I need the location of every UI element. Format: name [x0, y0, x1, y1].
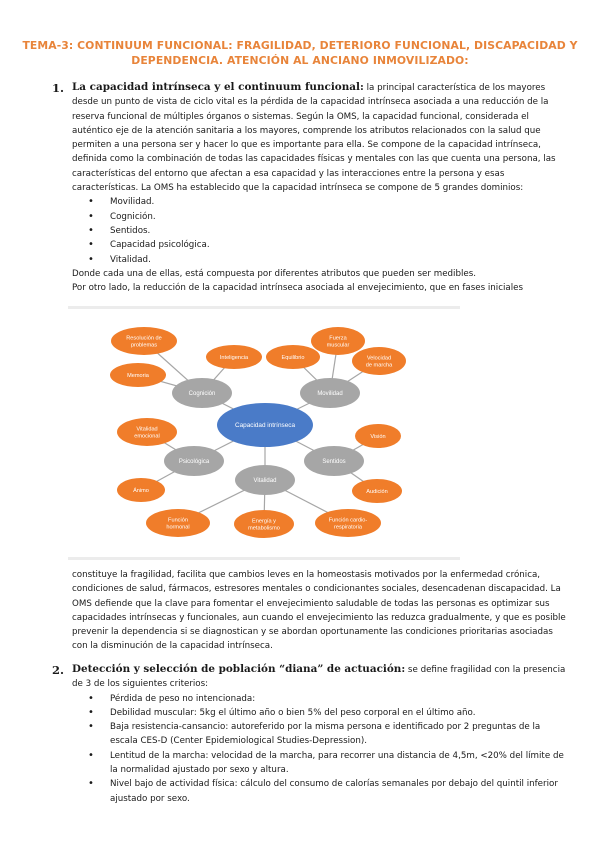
list-item: • Nivel bajo de actividad física: cálculo del consumo de calorías semanales por debajo del quintil inferior ajustado por sexo.: [72, 777, 566, 806]
attribute-label-vitalidad-emocional-line: emocional: [134, 433, 160, 440]
list-item: • Movilidad.: [72, 195, 566, 209]
section-2-number: 2.: [52, 663, 65, 677]
section-1-continues: Por otro lado, la reducción de la capacidad intrínseca asociada al envejecimiento, que en fases iniciales: [72, 283, 523, 294]
attribute-label-funcion-hormonal-line: hormonal: [166, 524, 190, 531]
domain-label-movilidad-line: Movilidad: [317, 391, 343, 398]
attribute-label-memoria-line: Memoria: [127, 372, 149, 379]
list-item: • Lentitud de la marcha: velocidad de la marcha, para recorrer una distancia de 4,5m, <20% del límite de la normalidad ajustado por sexo y altura.: [72, 749, 566, 778]
attribute-label-vitalidad-emocional: [134, 426, 160, 439]
attribute-label-audicion-line: Audición: [366, 488, 388, 495]
attribute-label-memoria: [127, 373, 150, 379]
list-item: • Baja resistencia-cansancio: autoreferido por la misma persona e identificado por 2 preguntas de la escala CES-D (Center Epidemiological Studies-Depression).: [72, 720, 566, 749]
section-1-heading: La capacidad intrínseca y el continuum funcional:: [72, 81, 364, 93]
attribute-label-audicion: [366, 489, 387, 495]
domain-label-sentidos-line: Sentidos: [322, 459, 346, 466]
attribute-label-inteligencia: [220, 355, 249, 361]
attribute-label-vitalidad-emocional-line: Vitalidad: [136, 426, 158, 433]
attribute-label-funcion-hormonal: [166, 517, 189, 530]
list-item: • Sentidos.: [72, 224, 566, 238]
domain-label-cognicion: [189, 391, 216, 397]
section-1-text: la principal característica de los mayores desde un punto de vista de ciclo vital es la pérdida de la capacidad intrínseca asociada a una reducción de la reserva funcional de múltiples órganos o sistemas. Según la OMS, la capacidad funcional, considerada el auténtico eje de la atención sanitaria a los mayores, comprende los atributos relacionados con la salud que permiten a una persona ser y hacer lo que es importante para ella. Se compone de la capacidad intrínseca, definida como la combinación de todas las capacidades físicas y mentales con las que cuenta una persona, las características del entorno que afectan a esa capacidad y las interacciones entre la persona y esas características. La OMS ha establecido que la capacidad intrínseca se compone de 5 grandes dominios:: [72, 83, 556, 194]
section-1: [72, 80, 566, 295]
attribute-label-energia-line: Energía y: [252, 518, 276, 525]
attribute-label-animo: [133, 487, 149, 494]
attribute-label-resolucion-line: problemas: [130, 342, 158, 349]
list-item: • Capacidad psicológica.: [72, 238, 566, 252]
center-label: Capacidad intrínseca: [234, 422, 296, 430]
section-2: [72, 662, 566, 806]
list-item: • Pérdida de peso no intencionada:: [72, 692, 566, 706]
domain-label-psicologica: [179, 459, 210, 465]
attribute-label-velocidad: [366, 355, 393, 368]
attribute-label-energia: [248, 518, 280, 531]
attribute-label-inteligencia-line: Inteligencia: [219, 354, 249, 361]
attribute-label-fuerza-line: Fuerza: [329, 335, 347, 342]
section-1-number: 1.: [52, 81, 65, 95]
attribute-label-funcion-cardio: [329, 517, 368, 530]
domain-label-cognicion-line: Cognición: [188, 391, 216, 398]
attribute-label-equilibrio-line: Equilibrio: [281, 354, 305, 361]
attribute-label-energia-line: metabolismo: [248, 525, 280, 532]
attribute-label-vision: [370, 434, 385, 440]
attribute-label-fuerza-line: muscular: [326, 342, 350, 349]
attribute-label-resolucion-line: Resolución de: [126, 335, 162, 342]
attribute-label-funcion-hormonal-line: Función: [168, 517, 188, 524]
list-item: • Cognición.: [72, 210, 566, 224]
document-title: TEMA-3: CONTINUUM FUNCIONAL: FRAGILIDAD, DETERIORO FUNCIONAL, DISCAPACIDAD Y DEPENDENCIA. ATENCIÓN AL ANCIANO INMOVILIZADO:: [22, 39, 578, 67]
section-2-text: se define fragilidad con la presencia de 3 de los siguientes criterios:: [72, 665, 566, 690]
domain-label-sentidos: [322, 459, 345, 465]
section-1-after-list: Donde cada una de ellas, está compuesta por diferentes atributos que pueden ser medibles.: [72, 268, 477, 279]
list-item: • Debilidad muscular: 5kg el último año o bien 5% del peso corporal en el último año.: [72, 706, 566, 720]
section-2-paragraph: [72, 662, 566, 692]
domain-label-vitalidad-line: Vitalidad: [253, 478, 277, 485]
section-2-heading: Detección y selección de población “diana” de actuación:: [72, 663, 406, 675]
attribute-label-fuerza: [327, 335, 350, 348]
intrinsic-capacity-diagram: [68, 306, 460, 560]
domain-label-psicologica-line: Psicológica: [178, 459, 210, 466]
attribute-label-equilibrio: [281, 355, 304, 361]
attribute-label-animo-line: Ánimo: [133, 487, 149, 494]
attribute-label-vision-line: Visión: [370, 433, 386, 440]
list-item: • Vitalidad.: [72, 253, 566, 267]
attribute-label-funcion-cardio-line: respiratoria: [334, 524, 362, 531]
domain-label-vitalidad: [254, 478, 277, 484]
criteria-list: [72, 692, 566, 806]
domain-label-movilidad: [317, 391, 342, 397]
domains-list: [72, 195, 566, 266]
section-1-paragraph: [72, 80, 566, 195]
section-1-continuation: constituye la fragilidad, facilita que cambios leves en la homeostasis motivados por la enfermedad crónica, condiciones de salud, fármacos, estresores mentales o condicionantes sociales, desencadenan discapacidad. La OMS defiende que la clave para fomentar el envejecimiento saludable de todas las personas es optimizar sus capacidades intrínsecas y funcionales, aun cuando el envejecimiento las reduzca gradualmente, y que es posible prevenir la dependencia si se diagnostican y se abordan oportunamente las condiciones prioritarias asociadas con la disminución de la capacidad intrínseca.: [72, 570, 566, 652]
attribute-label-funcion-cardio-line: Función cardio-: [328, 517, 368, 524]
diagram-canvas: [68, 309, 460, 557]
attribute-label-resolucion: [126, 335, 161, 348]
attribute-label-velocidad-line: Velocidad: [366, 355, 392, 362]
attribute-label-velocidad-line: de marcha: [365, 362, 393, 369]
